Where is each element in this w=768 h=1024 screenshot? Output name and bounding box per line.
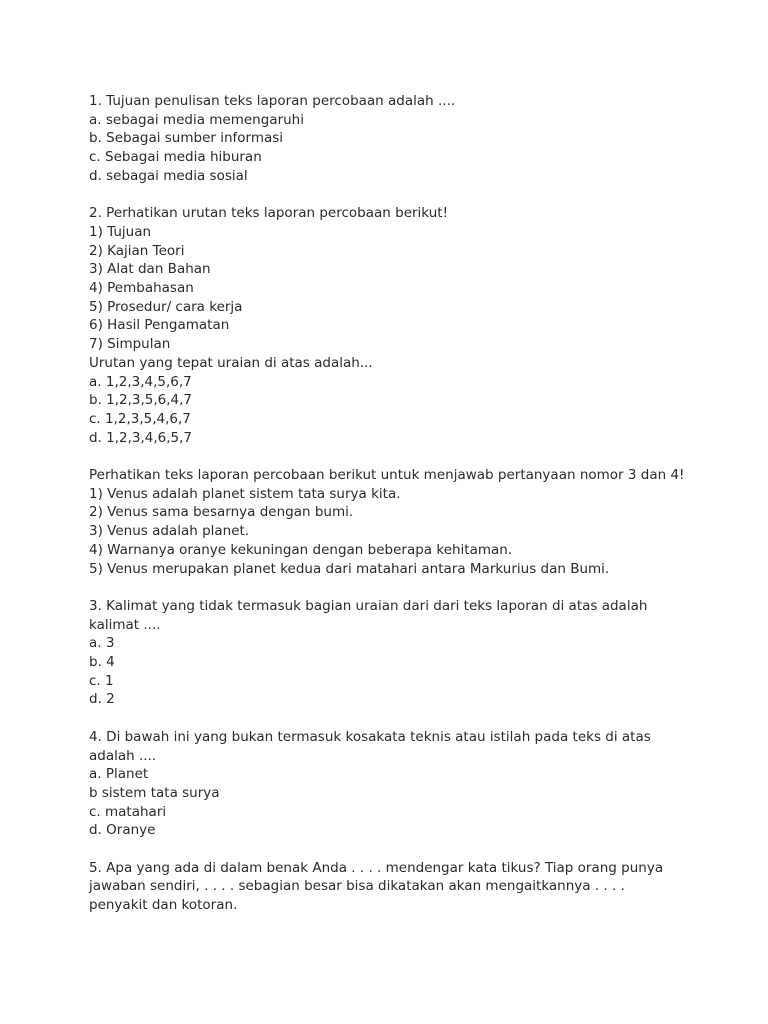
option-b: b. 4 [89, 654, 115, 671]
list-item: 3) Alat dan Bahan [89, 261, 211, 278]
list-item: 1) Tujuan [89, 223, 152, 240]
option-b: b. Sebagai sumber informasi [89, 130, 284, 147]
option-a: a. Planet [89, 766, 149, 783]
question-5 [89, 859, 689, 915]
question-2 [89, 204, 689, 447]
option-d: d. Oranye [89, 822, 156, 839]
question-5-text-cont: jawaban sendiri, . . . . sebagian besar bisa dikatakan akan mengaitkannya . . . . [89, 878, 625, 895]
list-item: 4) Pembahasan [89, 280, 194, 297]
option-d: d. sebagai media sosial [89, 167, 248, 184]
option-b: b sistem tata surya [89, 784, 220, 801]
list-item: 5) Prosedur/ cara kerja [89, 298, 243, 315]
list-item: 6) Hasil Pengamatan [89, 317, 230, 334]
question-2-prompt: Urutan yang tepat uraian di atas adalah... [89, 354, 373, 371]
list-item: 7) Simpulan [89, 336, 171, 353]
list-item: 2) Kajian Teori [89, 242, 185, 259]
option-c: c. 1,2,3,5,4,6,7 [89, 410, 191, 427]
passage-sentence: 3) Venus adalah planet. [89, 523, 250, 540]
question-3-text-cont: kalimat .... [89, 616, 161, 633]
question-4-text-cont: adalah .... [89, 747, 157, 764]
option-c: c. Sebagai media hiburan [89, 149, 262, 166]
passage-instruction: Perhatikan teks laporan percobaan berikut untuk menjawab pertanyaan nomor 3 dan 4! [89, 467, 685, 484]
question-3 [89, 597, 689, 709]
option-d: d. 1,2,3,4,6,5,7 [89, 429, 193, 446]
option-c: c. 1 [89, 672, 114, 689]
option-d: d. 2 [89, 691, 115, 708]
document-page [89, 92, 689, 934]
question-5-text: 5. Apa yang ada di dalam benak Anda . . . . mendengar kata tikus? Tiap orang punya [89, 859, 664, 876]
question-4 [89, 728, 689, 840]
option-a: a. 3 [89, 635, 115, 652]
question-1-text: 1. Tujuan penulisan teks laporan percobaan adalah .... [89, 93, 456, 109]
question-5-text-cont: penyakit dan kotoran. [89, 897, 238, 914]
option-a: a. sebagai media memengaruhi [89, 111, 304, 128]
option-a: a. 1,2,3,4,5,6,7 [89, 373, 192, 390]
option-c: c. matahari [89, 803, 167, 820]
passage-sentence: 1) Venus adalah planet sistem tata surya kita. [89, 485, 401, 502]
question-3-text: 3. Kalimat yang tidak termasuk bagian uraian dari dari teks laporan di atas adalah [89, 597, 648, 614]
reading-passage [89, 466, 689, 578]
passage-sentence: 2) Venus sama besarnya dengan bumi. [89, 504, 354, 521]
option-b: b. 1,2,3,5,6,4,7 [89, 392, 193, 409]
question-1 [89, 92, 689, 186]
question-2-text: 2. Perhatikan urutan teks laporan percobaan berikut! [89, 205, 448, 222]
passage-sentence: 5) Venus merupakan planet kedua dari matahari antara Markurius dan Bumi. [89, 560, 610, 577]
passage-sentence: 4) Warnanya oranye kekuningan dengan beberapa kehitaman. [89, 541, 513, 558]
question-4-text: 4. Di bawah ini yang bukan termasuk kosakata teknis atau istilah pada teks di atas [89, 728, 651, 745]
